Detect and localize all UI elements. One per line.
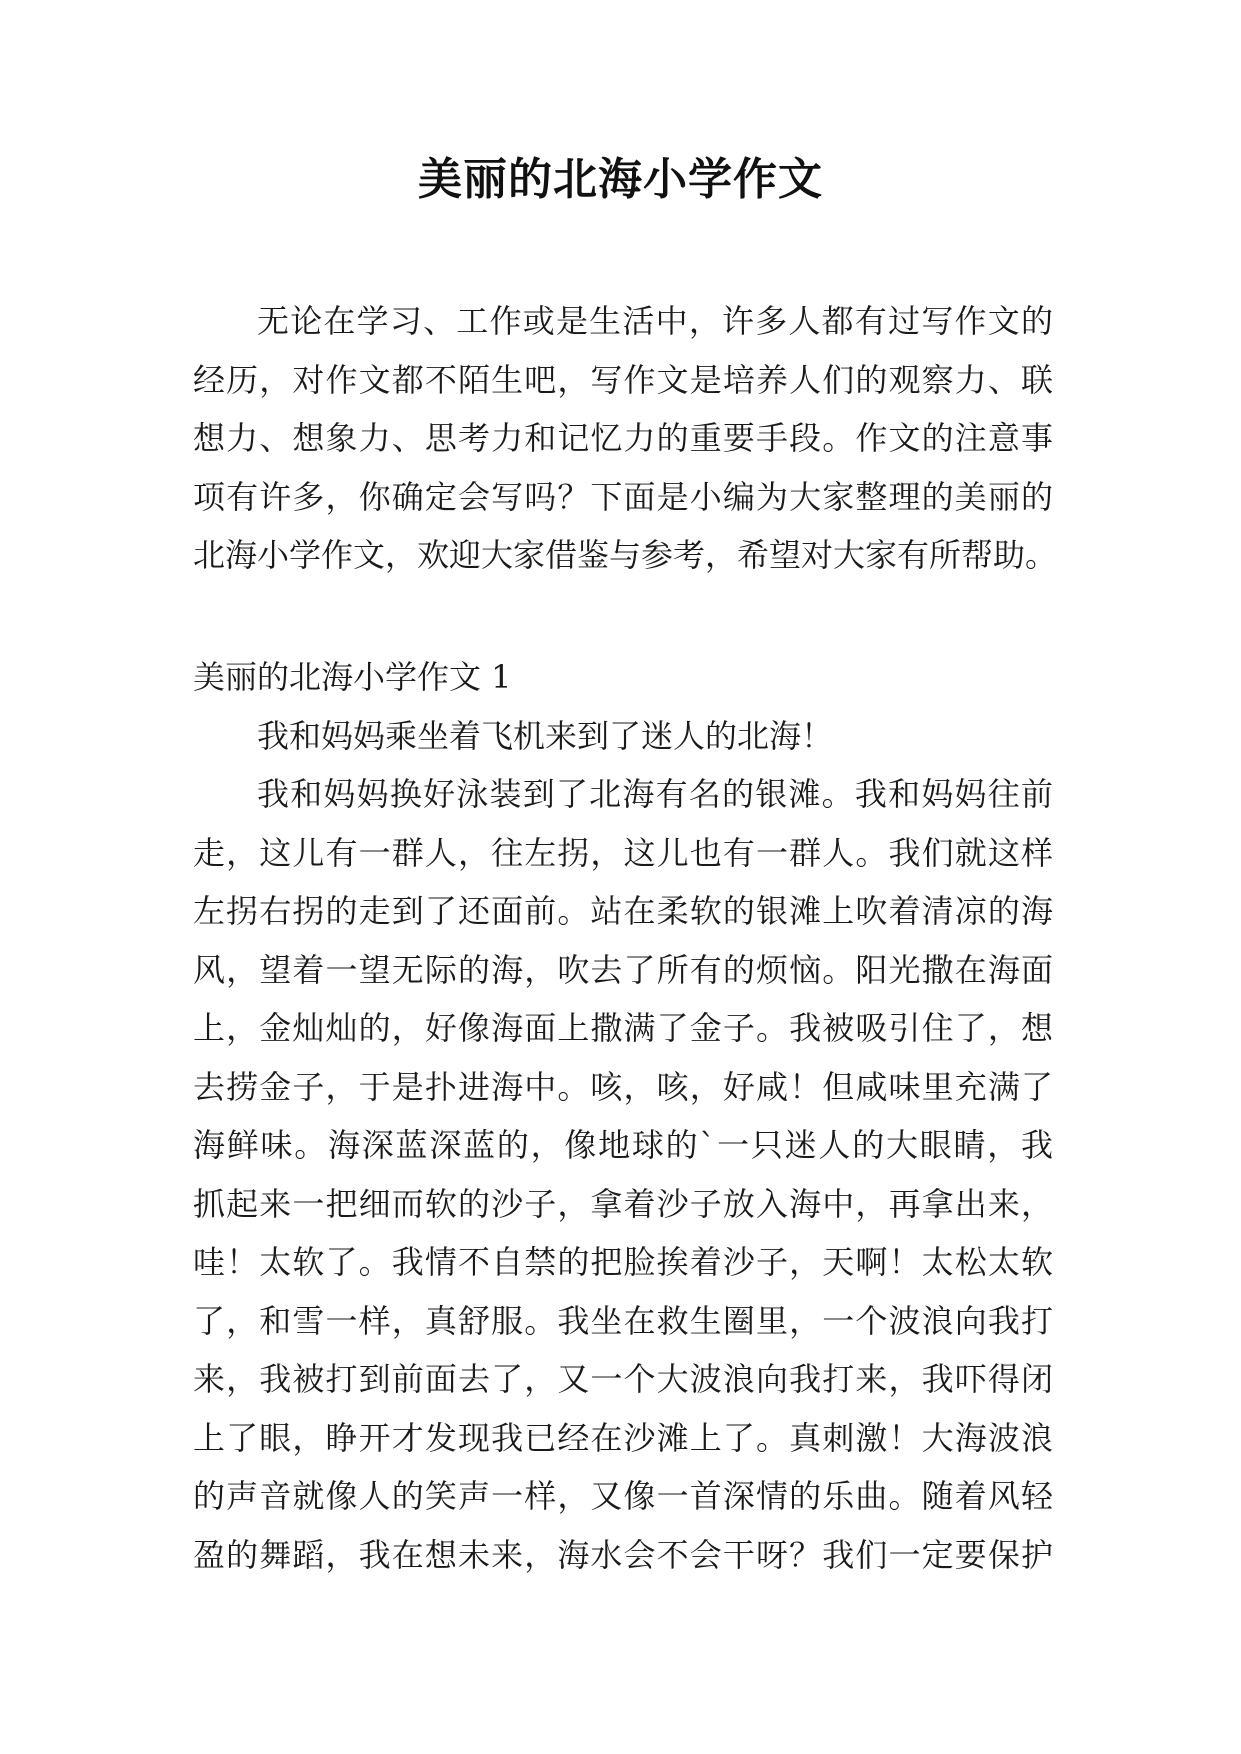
paragraph-line: 哇！太软了。我情不自禁的把脸挨着沙子，天啊！太松太软 <box>193 1243 1053 1281</box>
paragraph-line: 抓起来一把细而软的沙子，拿着沙子放入海中，再拿出来， <box>193 1184 1053 1223</box>
intro-line: 项有许多，你确定会写吗？下面是小编为大家整理的美丽的 <box>193 477 1053 516</box>
page-title: 美丽的北海小学作文 <box>418 154 823 205</box>
paragraph-line: 上，金灿灿的，好像海面上撒满了金子。我被吸引住了，想 <box>193 1009 1053 1047</box>
paragraph-line: 盈的舞蹈，我在想未来，海水会不会干呀？我们一定要保护 <box>193 1535 1053 1574</box>
paragraph-line: 去捞金子，于是扑进海中。咳，咳，好咸！但咸味里充满了 <box>193 1067 1053 1106</box>
paragraph-line: 风，望着一望无际的海，吹去了所有的烦恼。阳光撒在海面 <box>193 950 1053 989</box>
paragraph-line: 海鲜味。海深蓝深蓝的，像地球的`一只迷人的大眼睛，我 <box>193 1126 1053 1164</box>
paragraph-line: 来，我被打到前面去了，又一个大波浪向我打来，我吓得闭 <box>193 1360 1053 1398</box>
section-heading: 美丽的北海小学作文 1 <box>193 658 512 696</box>
intro-line: 北海小学作文，欢迎大家借鉴与参考，希望对大家有所帮助。 <box>193 536 1058 574</box>
paragraph-line: 我和妈妈乘坐着飞机来到了迷人的北海！ <box>257 716 834 755</box>
paragraph-line: 的声音就像人的笑声一样，又像一首深情的乐曲。随着风轻 <box>193 1477 1053 1515</box>
intro-line: 经历，对作文都不陌生吧，写作文是培养人们的观察力、联 <box>193 360 1053 399</box>
essay-body <box>193 648 1053 1584</box>
paragraph-line: 上了眼，睁开才发现我已经在沙滩上了。真刺激！大海波浪 <box>193 1418 1053 1457</box>
paragraph-line: 走，这儿有一群人，往左拐，这儿也有一群人。我们就这样 <box>193 833 1053 872</box>
intro-paragraph <box>193 292 1058 585</box>
paragraph-line: 了，和雪一样，真舒服。我坐在救生圈里，一个波浪向我打 <box>193 1301 1053 1340</box>
intro-line: 想力、想象力、思考力和记忆力的重要手段。作文的注意事 <box>193 419 1053 457</box>
paragraph-line: 左拐右拐的走到了还面前。站在柔软的银滩上吹着清凉的海 <box>193 892 1053 930</box>
intro-line: 无论在学习、工作或是生活中，许多人都有过写作文的 <box>257 302 1053 340</box>
paragraph-line: 我和妈妈换好泳装到了北海有名的银滩。我和妈妈往前 <box>257 775 1053 813</box>
